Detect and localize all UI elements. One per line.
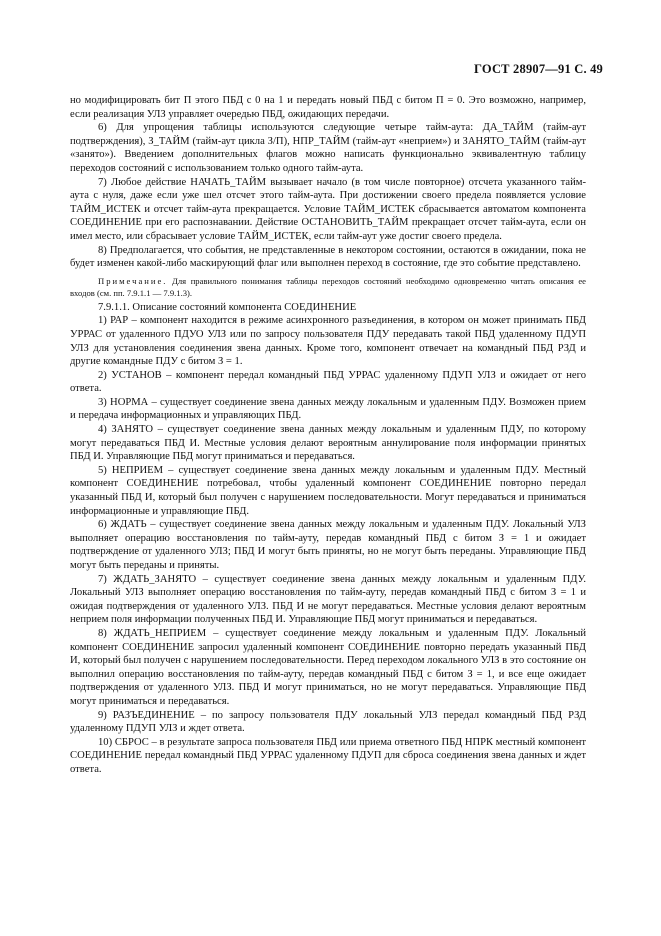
note-text: Для правильного понимания таблицы переходов состояний необходимо одновременно читать описания ее входов (см. пп. 7.9.1.1 — 7.9.1.3). bbox=[70, 275, 586, 298]
document-body bbox=[70, 94, 586, 777]
state-item-2: 2) УСТАНОВ – компонент передал командный ПБД УРРАС удаленному ПДУП УЛЗ и ожидает от него ответа. bbox=[70, 369, 586, 395]
paragraph-item-6: 6) Для упрощения таблицы используются следующие четыре тайм-аута: ДА_ТАЙМ (тайм-аут подтверждения), З_ТАЙМ (тайм-аут цикла З/П), НПР_ТАЙМ (тайм-аут «неприем») и ЗАНЯТО_ТАЙМ (тайм-аут «занято»). Введением дополнительных флагов можно написать функционально эквивалентную таблицу переходов состояний с использованием только одного тайм-аута. bbox=[70, 122, 586, 174]
state-item-4: 4) ЗАНЯТО – существует соединение звена данных между локальным и удаленным ПДУ, по которому могут передаваться ПБД И. Местные условия делают вероятным аннулирование поля информации принятых ПБД И. Управляющие ПБД могут приниматься и передаваться. bbox=[70, 424, 586, 463]
state-item-7: 7) ЖДАТЬ_ЗАНЯТО – существует соединение звена данных между локальным и удаленным ПДУ. Локальный УЛЗ выполняет операцию восстановления по тайм-ауту, передав командный ПБД с битом З = 1 и ожидая подтверждения от удаленного УЛЗ. ПБД И не могут передаваться. Местные условия делают вероятным неприем поля информации полученных ПБД И. Управляющие ПБД могут приниматься и передаваться. bbox=[70, 573, 586, 626]
note bbox=[70, 275, 586, 299]
page-header: ГОСТ 28907—91 С. 49 bbox=[474, 62, 603, 76]
paragraph-item-7: 7) Любое действие НАЧАТЬ_ТАЙМ вызывает начало (в том числе повторное) отсчета указанного тайм-аута с нуля, даже если уже шел отсчет этого тайм-аута. При достижении своего предела появляется условие ТАЙМ_ИСТЕК и отсчет тайм-аута прекращается. Условие ТАЙМ_ИСТЕК сбрасывается автоматом компонента СОЕДИНЕНИЕ при его распознавании. Действие ОСТАНОВИТЬ_ТАЙМ прекращает отсчет тайм-аута, если он имел место, или сбрасывает условие ТАЙМ_ИСТЕК, если тайм-аут уже достиг своего предела. bbox=[70, 176, 586, 242]
paragraph-item-8: 8) Предполагается, что события, не представленные в некотором состоянии, остаются в ожидании, пока не будет изменен какой-либо маскирующий флаг или выполнен переход в состояние, где это событие представлено. bbox=[70, 244, 586, 270]
state-item-3: 3) НОРМА – существует соединение звена данных между локальным и удаленным ПДУ. Возможен прием и передача информационных и управляющих ПБД. bbox=[70, 396, 586, 422]
paragraph-continuation: но модифицировать бит П этого ПБД с 0 на 1 и передать новый ПБД с битом П = 0. Это возможно, например, если реализация УЛЗ управляет очередью ПБД, ожидающих передачи. bbox=[70, 95, 586, 120]
state-item-9: 9) РАЗЪЕДИНЕНИЕ – по запросу пользователя ПДУ локальный УЛЗ передал командный ПБД РЗД удаленному ПДУП УЛЗ и ждет ответа. bbox=[70, 709, 586, 735]
state-item-1: 1) РАР – компонент находится в режиме асинхронного разъединения, в котором он может принимать ПБД УРРАС от удаленного ПДУО УЛЗ или по запросу пользователя ПДУ передавать такой ПБД удаленному ПДУП УЛЗ для установления соединения звена данных. Кроме того, компонент отвечает на командный ПБД РЗД и другие командные ПДУ с битом З = 1. bbox=[70, 315, 586, 368]
state-item-10: 10) СБРОС – в результате запроса пользователя ПБД или приема ответного ПБД НПРК местный компонент СОЕДИНЕНИЕ передал командный ПБД УРРАС удаленному ПДУП для сброса соединения звена данных и ждет ответа. bbox=[70, 736, 586, 775]
state-item-8: 8) ЖДАТЬ_НЕПРИЕМ – существует соединение между локальным и удаленным ПДУ. Локальный компонент СОЕДИНЕНИЕ запросил удаленный компонент СОЕДИНЕНИЕ повторно передать указанный ПБД И, который был получен с нарушением последовательности. Перед переходом локального УЛЗ в это состояние он выполнил операцию восстановления по тайм-ауту, передав командный ПБД с битом З = 1, и все еще ожидает подтверждения от удаленного УЛЗ. ПБД И могут приниматься, но не могут передаваться. Управляющие ПБД могут приниматься и передаваться. bbox=[70, 627, 586, 707]
section-heading: 7.9.1.1. Описание состояний компонента СОЕДИНЕНИЕ bbox=[98, 301, 357, 313]
state-item-6: 6) ЖДАТЬ – существует соединение звена данных между локальным и удаленным ПДУ. Локальный УЛЗ выполняет операцию восстановления по тайм-ауту, передав командный ПБД с битом З = 1 и ожидает подтверждение от удаленного УЛЗ; ПБД И могут быть приняты, но не могут быть переданы. Управляющие ПБД могут быть переданы и приняты. bbox=[70, 519, 586, 571]
note-label: Примечание. bbox=[98, 275, 168, 286]
state-item-5: 5) НЕПРИЕМ – существует соединение звена данных между локальным и удаленным ПДУ. Местный компонент СОЕДИНЕНИЕ потребовал, чтобы удаленный компонент СОЕДИНЕНИЕ повторно передал указанный ПБД И, который был получен с нарушением последовательности. Могут передаваться и приниматься информационные и управляющие ПБД. bbox=[70, 464, 586, 517]
